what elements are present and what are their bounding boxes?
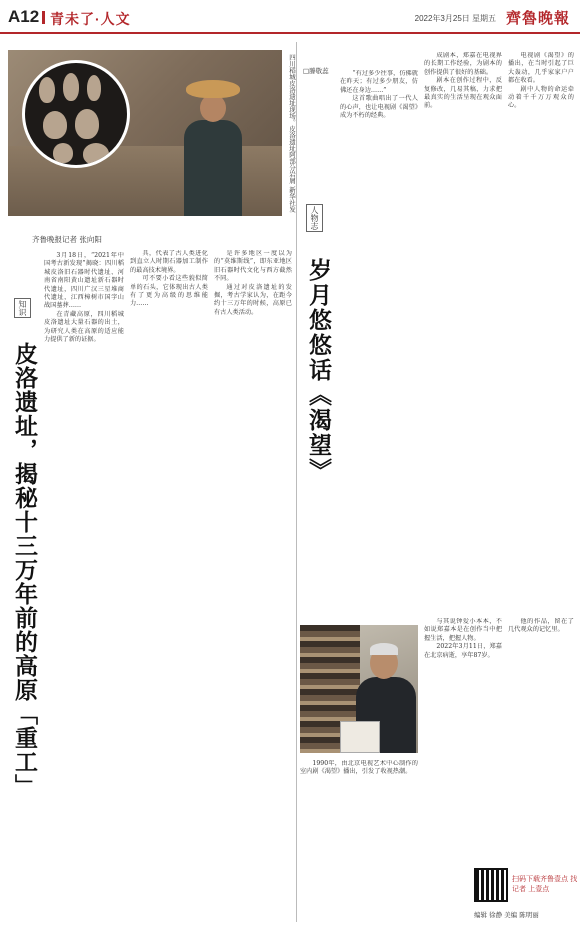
archaeologist-figure: [178, 80, 248, 216]
dateline: 2022年3月25日 星期五: [414, 14, 496, 23]
article-column: [508, 618, 574, 868]
article-column: [300, 760, 418, 920]
author-byline: □滕敬蕊: [303, 67, 329, 75]
section-title: 青未了·人文: [50, 11, 131, 27]
paragraph: 剧本在创作过程中，反复修改，几易其稿，力求把最真实的生活呈现在观众面前。: [424, 77, 502, 110]
stone-tool: [87, 75, 101, 101]
headline-right: [302, 258, 332, 508]
paragraph: 与其说钟爱小本本，不如说郑嘉本是在创作当中把握生活，把握人物。: [424, 618, 502, 642]
qr-caption: 扫码下载齐鲁壹点 找记者 上壹点: [512, 875, 578, 893]
stone-tool: [43, 111, 67, 139]
paragraph: 在青藏高原，四川稻城皮洛遗址大量石器的出土，为研究人类在高原的适应能力提供了新的证据。: [44, 310, 124, 344]
paragraph: 这首歌曲唱出了一代人的心声，也让电视剧《渴望》成为不朽的经典。: [340, 95, 418, 120]
headline-text: 岁月悠悠话《渴望》: [305, 258, 332, 483]
column-tag: 知识: [14, 298, 31, 318]
paragraph: 他的作品，留在了几代观众的记忆里。: [508, 618, 574, 634]
paragraph: 剧中人物的命运牵动着千千万万观众的心。: [508, 85, 574, 110]
article-column: [424, 52, 502, 612]
paragraph: 具，代表了古人类进化到直立人时期石器加工制作的最高技术境界。: [130, 250, 208, 274]
stone-tools-inset: [22, 60, 130, 168]
byline: 齐鲁晚报记者 张向阳: [32, 235, 102, 244]
article-column: [130, 250, 208, 920]
article-column: [340, 70, 418, 600]
paragraph: 成剧本，郑嘉在电视界的长期工作经验，为剧本的创作提供了很好的基础。: [424, 52, 502, 76]
stone-tool: [83, 143, 109, 165]
column-divider: [296, 42, 297, 922]
paragraph: “有过多少往事，仿佛就在昨天；有过多少朋友，仿佛还在身边……”: [340, 70, 418, 94]
paragraph: 通过对皮洛遗址的发掘，考古学家认为，在距今约十三万年的时候，高原已有古人类活动。: [214, 283, 292, 316]
paragraph: 3月18日，“2021年中国考古新发现”揭晓：四川稻城皮洛旧石器时代遗址、河南省南阳黄山遗址新石器时代遗址，四川广汉三星堆商代遗址，江西樟树市国字山战国墓葬……: [44, 252, 124, 310]
newspaper-logo: 齊魯晚報: [505, 9, 570, 27]
stone-tool: [63, 73, 79, 101]
qr-code[interactable]: [474, 868, 508, 902]
paragraph: 1990年，由北京电视艺术中心制作的室内剧《渴望》播出，引发了收视热潮。: [300, 760, 418, 776]
stone-tool: [75, 109, 99, 139]
section-accent-bar: [42, 11, 45, 24]
editor-credits: 编辑 徐静 美编 陈明丽: [474, 911, 539, 919]
manuscript-stack: [340, 721, 380, 753]
stone-tool: [39, 77, 55, 103]
headline-text: 皮洛遗址，揭秘十三万年前的高原「重工」: [11, 342, 38, 798]
article-column: [44, 252, 124, 922]
paragraph: 电视剧《渴望》的播出，在当时引起了巨大轰动，几乎家家户户都在收看。: [508, 52, 574, 85]
column-tag: 人物志: [306, 204, 323, 232]
stone-tool: [53, 143, 73, 163]
paragraph: 2022年3月11日，郑嘉在北京病逝，享年87岁。: [424, 643, 502, 659]
headline-left: [10, 342, 38, 812]
page-number: A12: [8, 7, 40, 26]
portrait-photo: [300, 625, 418, 753]
article-column: [214, 250, 292, 920]
paragraph: 是许多地区一度以为的“莫维斯线”，即东亚地区旧石器时代文化与西方截然不同。: [214, 250, 292, 283]
hero-photo: [8, 50, 282, 216]
masthead: [0, 0, 580, 34]
article-column: [508, 52, 574, 612]
photo-caption: 四川稻城皮洛遗址现场。皮洛遗址阿部分岩屑 新华社发: [288, 54, 296, 213]
paragraph: 可不要小看这些貌似简单的石头，它体现出古人类有了更为高级的思维能力……: [130, 275, 208, 308]
